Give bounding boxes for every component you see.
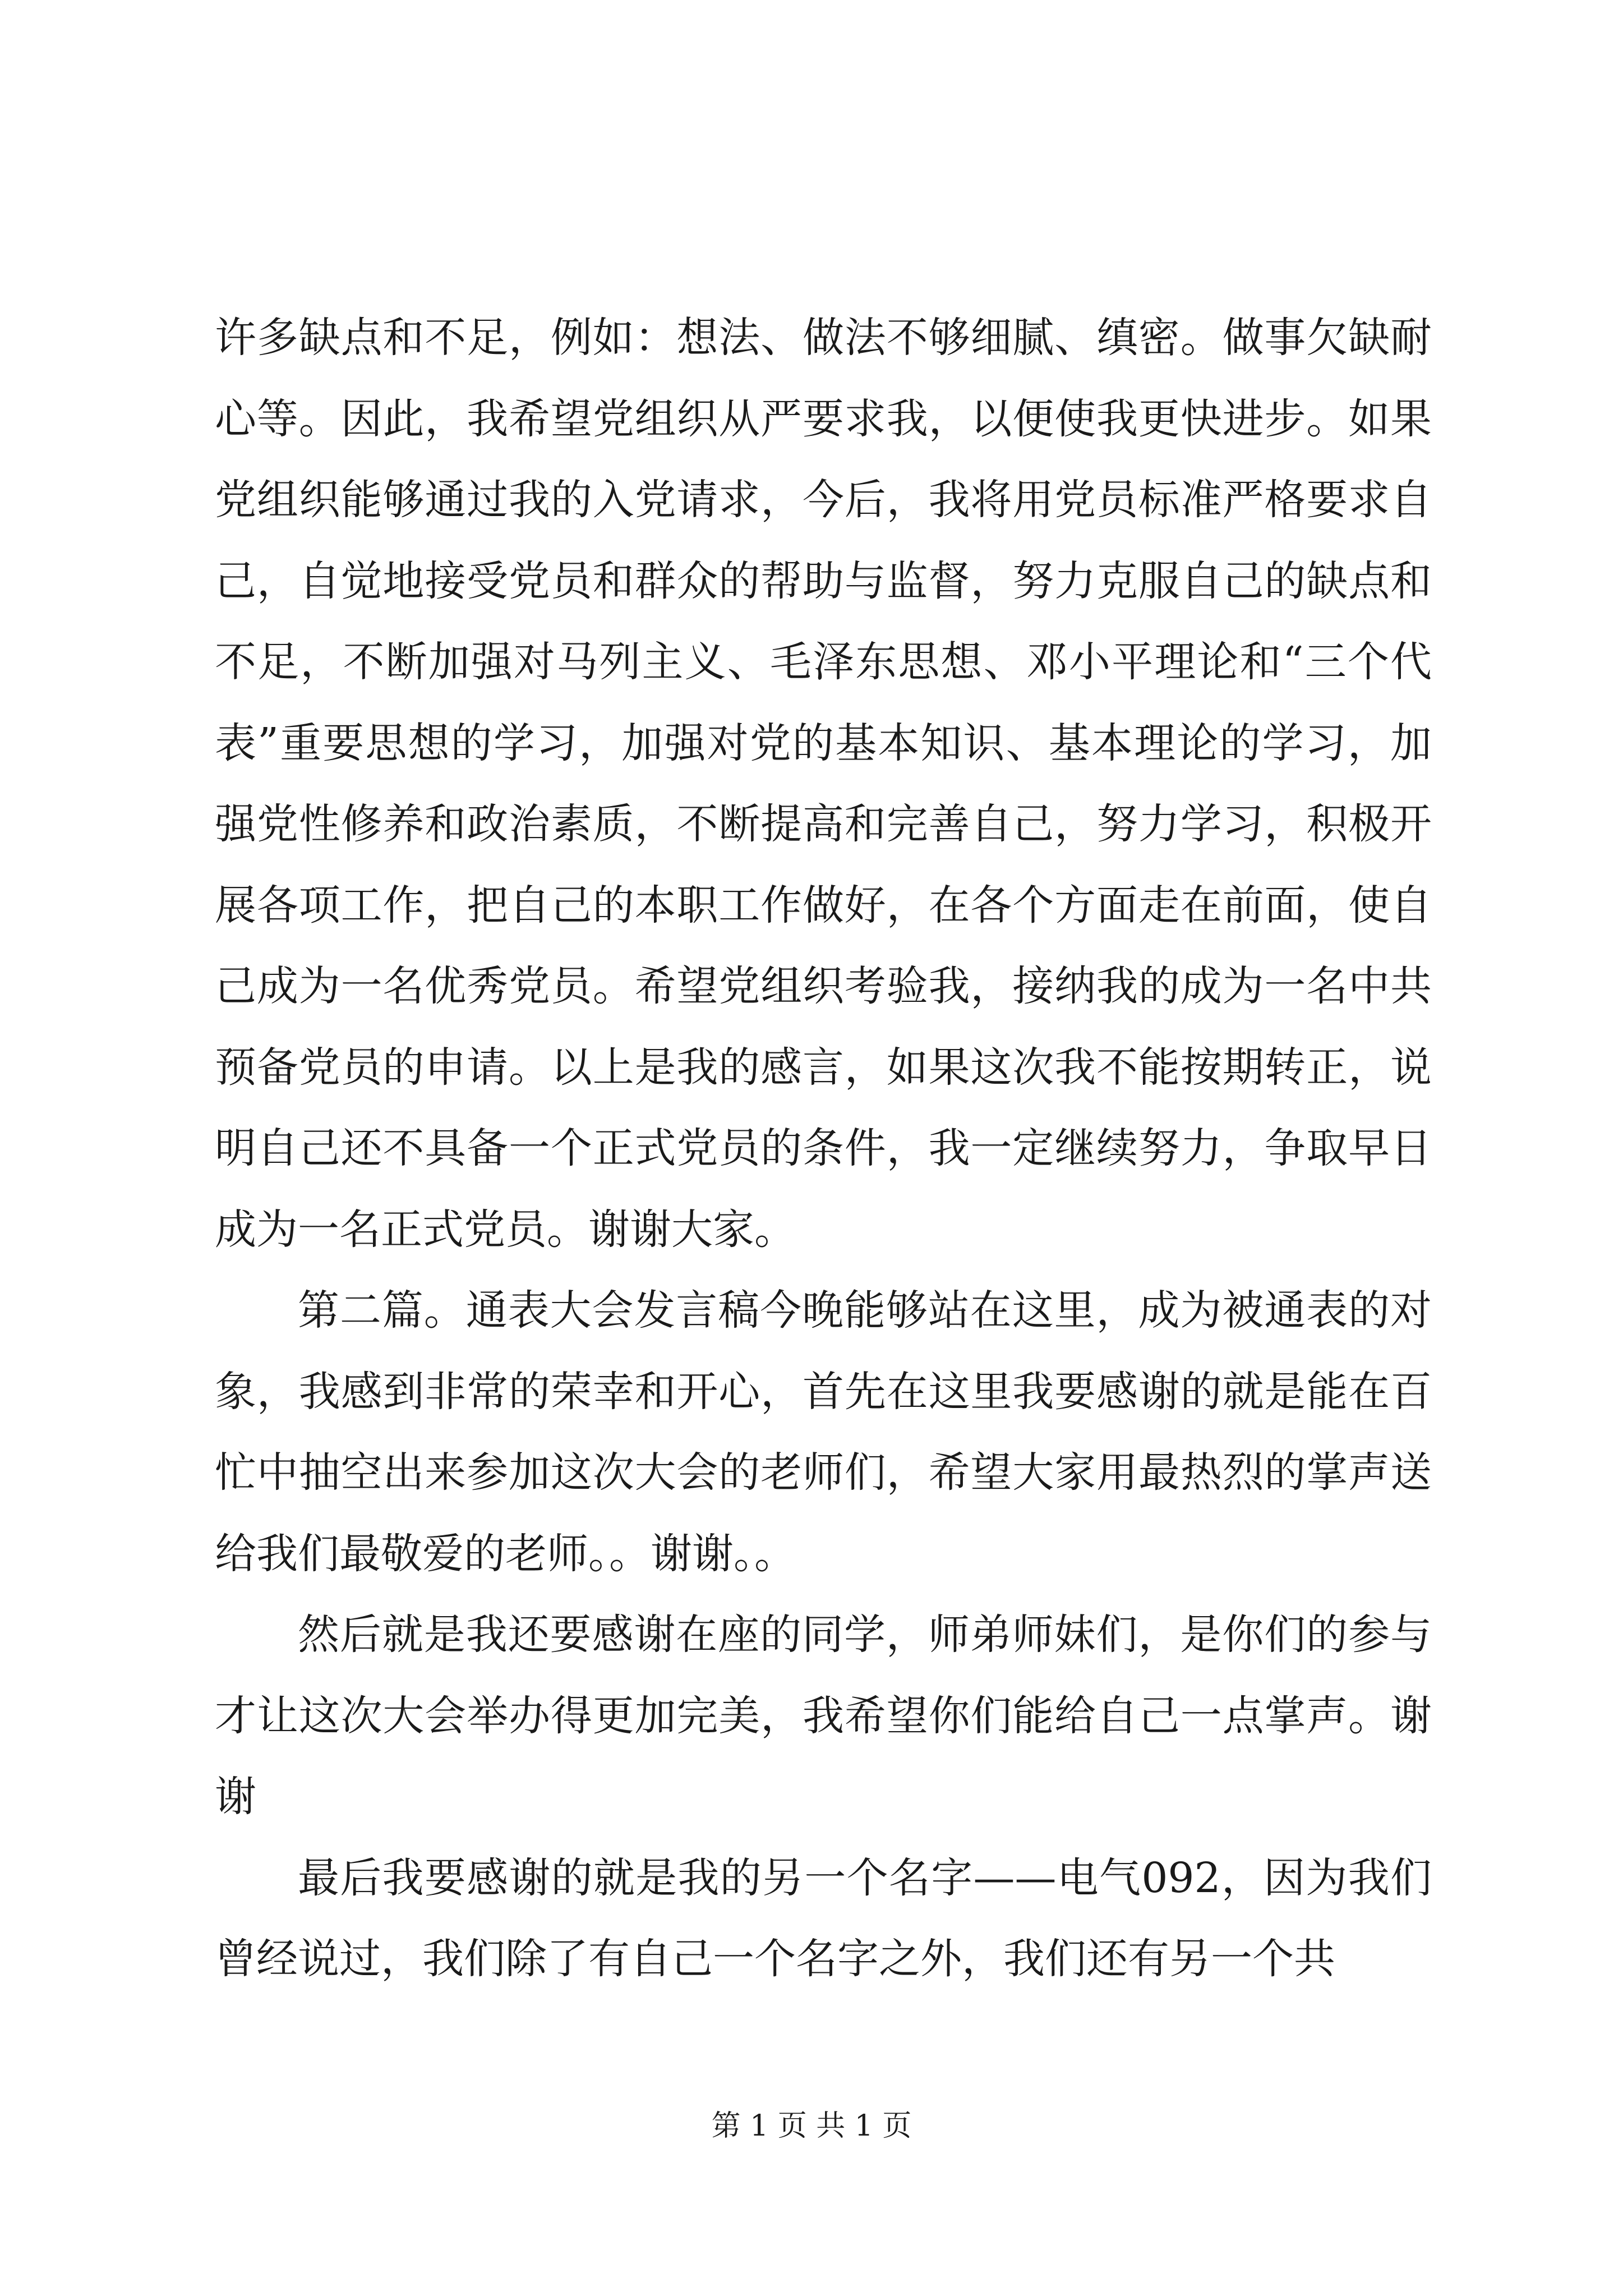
page-footer: 第 1 页 共 1 页 [711, 2109, 912, 2143]
document-body [215, 297, 1432, 2000]
paragraph-2: 第二篇。通表大会发言稿今晚能够站在这里，成为被通表的对象，我感到非常的荣幸和开心，首先在这里我要感谢的就是能在百忙中抽空出来参加这次大会的老师们，希望大家用最热烈的掌声送给我们最敬爱的老师。。谢谢。。 [215, 1286, 1432, 1578]
paragraph-4: 最后我要感谢的就是我的另一个名字——电气092，因为我们曾经说过，我们除了有自己一个名字之外，我们还有另一个共 [215, 1853, 1432, 1983]
paragraph-1: 许多缺点和不足，例如：想法、做法不够细腻、缜密。做事欠缺耐心等。因此，我希望党组织从严要求我，以便使我更快进步。如果党组织能够通过我的入党请求，今后，我将用党员标准严格要求自己，自觉地接受党员和群众的帮助与监督，努力克服自己的缺点和不足，不断加强对马列主义、毛泽东思想、邓小平理论和“三个代表”重要思想的学习，加强对党的基本知识、基本理论的学习，加强党性修养和政治素质，不断提高和完善自己，努力学习，积极开展各项工作，把自己的本职工作做好，在各个方面走在前面，使自己成为一名优秀党员。希望党组织考验我，接纳我的成为一名中共预备党员的申请。以上是我的感言，如果这次我不能按期转正，说明自己还不具备一个正式党员的条件，我一定继续努力，争取早日成为一名正式党员。谢谢大家。 [215, 314, 1432, 1254]
paragraph-3: 然后就是我还要感谢在座的同学，师弟师妹们，是你们的参与才让这次大会举办得更加完美，我希望你们能给自己一点掌声。谢谢 [215, 1611, 1432, 1821]
